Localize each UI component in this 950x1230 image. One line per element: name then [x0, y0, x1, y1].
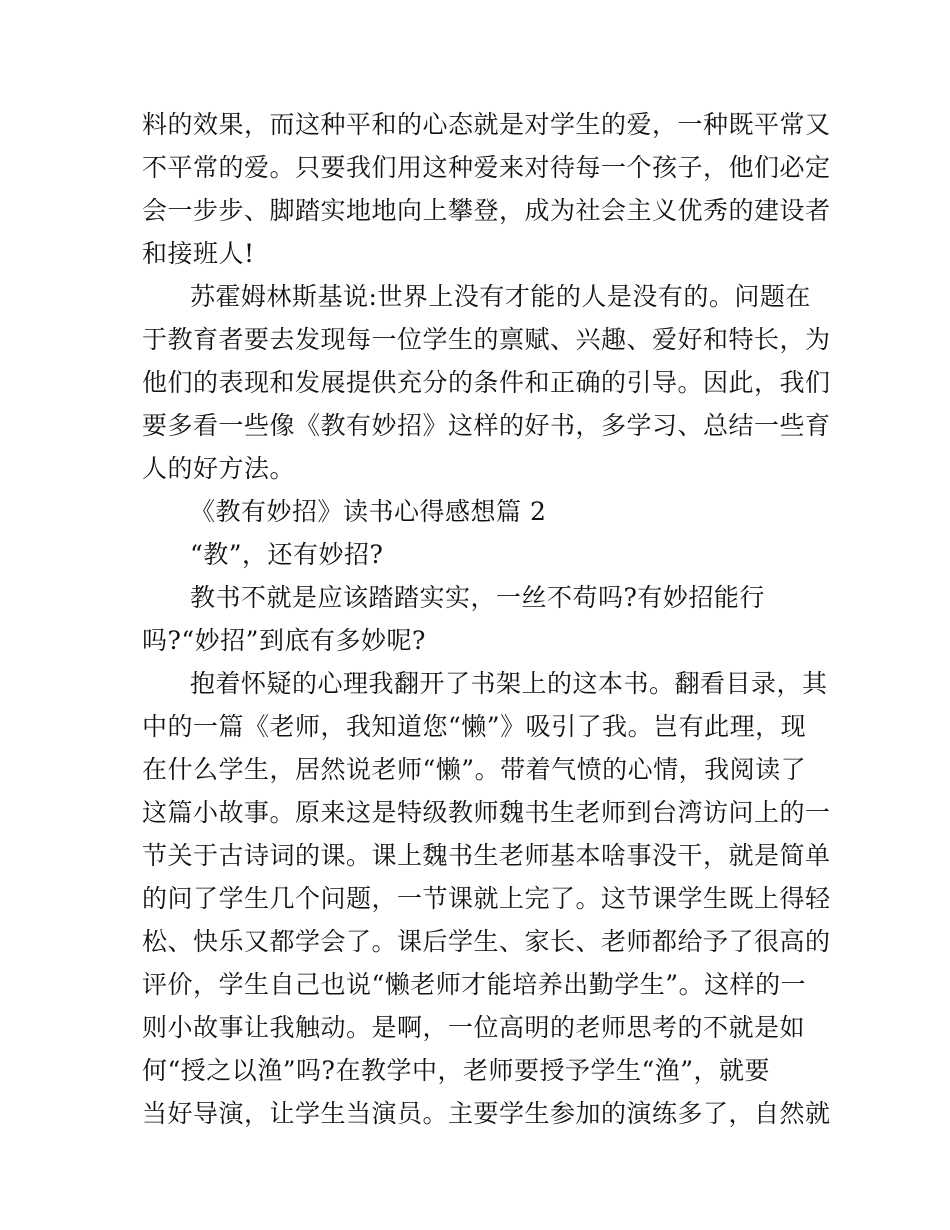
text-line: 节关于古诗词的课。课上魏书生老师基本啥事没干，就是简单: [142, 841, 831, 870]
paragraph-first-line: 抱着怀疑的心理我翻开了书架上的这本书。翻看目录，其: [190, 669, 828, 698]
text-line: 这篇小故事。原来这是特级教师魏书生老师到台湾访问上的一: [142, 798, 831, 827]
text-line: 要多看一些像《教有妙招》这样的好书，多学习、总结一些育: [142, 411, 831, 440]
text-line: 在什么学生，居然说老师“懒”。带着气愤的心情，我阅读了: [142, 755, 807, 784]
text-line: 评价，学生自己也说“懒老师才能培养出勤学生”。这样的一: [142, 970, 807, 999]
text-line: 的问了学生几个问题，一节课就上完了。这节课学生既上得轻: [142, 884, 831, 913]
text-line: 不平常的爱。只要我们用这种爱来对待每一个孩子，他们必定: [142, 153, 831, 182]
text-line: 则小故事让我触动。是啊，一位高明的老师思考的不就是如: [142, 1013, 806, 1042]
text-line: 当好导演，让学生当演员。主要学生参加的演练多了，自然就: [142, 1099, 831, 1128]
text-line: 和接班人!: [142, 239, 255, 268]
text-line: 会一步步、脚踏实地地向上攀登，成为社会主义优秀的建设者: [142, 196, 831, 225]
text-line: 吗?“妙招”到底有多妙呢?: [142, 626, 426, 655]
paragraph-first-line: 教书不就是应该踏踏实实，一丝不苟吗?有妙招能行: [190, 583, 765, 612]
text-line: 他们的表现和发展提供充分的条件和正确的引导。因此，我们: [142, 368, 831, 397]
paragraph-first-line: 苏霍姆林斯基说:世界上没有才能的人是没有的。问题在: [190, 282, 811, 311]
text-line: 中的一篇《老师，我知道您“懒”》吸引了我。岂有此理，现: [142, 712, 807, 741]
subheading: “教”，还有妙招?: [190, 540, 384, 569]
text-line: 料的效果，而这种平和的心态就是对学生的爱，一种既平常又: [142, 110, 831, 139]
text-line: 何“授之以渔”吗?在教学中，老师要授予学生“渔”，就要: [142, 1056, 771, 1085]
text-line: 于教育者要去发现每一位学生的禀赋、兴趣、爱好和特长，为: [142, 325, 831, 354]
section-heading: 《教有妙招》读书心得感想篇 2: [190, 497, 547, 526]
text-line: 人的好方法。: [142, 454, 296, 483]
text-line: 松、快乐又都学会了。课后学生、家长、老师都给予了很高的: [142, 927, 831, 956]
